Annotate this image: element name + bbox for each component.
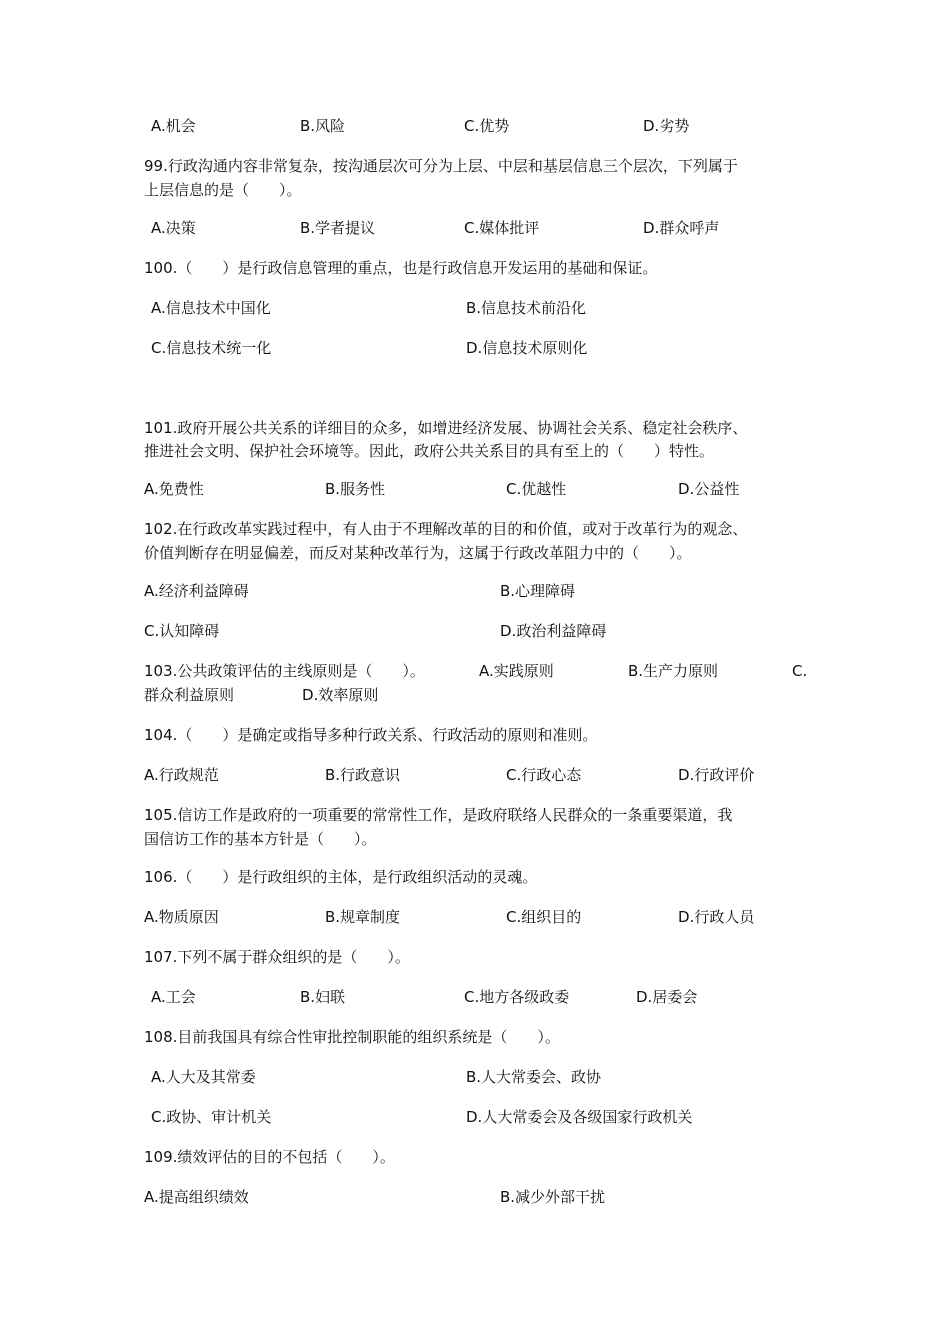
option-a: A.决策 (151, 219, 196, 237)
option-d: D.群众呼声 (643, 219, 720, 237)
question-text-line: 99.行政沟通内容非常复杂，按沟通层次可分为上层、中层和基层信息三个层次，下列属于 (144, 157, 738, 175)
option-a: A.提高组织绩效 (144, 1188, 249, 1206)
option-a: A.经济利益障碍 (144, 582, 249, 600)
option-c: C.媒体批评 (464, 219, 540, 237)
option-d: D.行政人员 (678, 908, 755, 926)
option-b: B.学者提议 (300, 219, 376, 237)
option-a: A.机会 (151, 117, 196, 135)
question-text-line: 107.下列不属于群众组织的是（ ）。 (144, 948, 410, 966)
option-c: C.优越性 (506, 480, 567, 498)
option-a: A.行政规范 (144, 766, 219, 784)
question-text-line: 109.绩效评估的目的不包括（ ）。 (144, 1148, 395, 1166)
option-d: D.人大常委会及各级国家行政机关 (466, 1108, 693, 1126)
question-text-line: 国信访工作的基本方针是（ ）。 (144, 830, 377, 848)
option-c: C.优势 (464, 117, 510, 135)
option-d: D.信息技术原则化 (466, 339, 588, 357)
question-text-line: 推进社会文明、保护社会环境等。因此，政府公共关系目的具有至上的（ ）特性。 (144, 442, 715, 460)
option-c-text: 群众利益原则 (144, 686, 235, 704)
option-b: B.心理障碍 (500, 582, 576, 600)
option-d: D.公益性 (678, 480, 740, 498)
question-text-line: 101.政府开展公共关系的详细目的众多，如增进经济发展、协调社会关系、稳定社会秩序、 (144, 419, 748, 437)
question-text-line: 106.（ ）是行政组织的主体，是行政组织活动的灵魂。 (144, 868, 538, 886)
option-c: C.政协、审计机关 (151, 1108, 272, 1126)
option-a: A.工会 (151, 988, 196, 1006)
option-b: B.行政意识 (325, 766, 401, 784)
question-text-line: 102.在行政改革实践过程中，有人由于不理解改革的目的和价值，或对于改革行为的观念、 (144, 520, 748, 538)
option-b: B.信息技术前沿化 (466, 299, 587, 317)
option-b: B.规章制度 (325, 908, 401, 926)
option-d: D.居委会 (636, 988, 698, 1006)
option-d: D.行政评价 (678, 766, 755, 784)
option-c: C.信息技术统一化 (151, 339, 272, 357)
option-c-prefix: C. (792, 662, 808, 680)
option-a: A.人大及其常委 (151, 1068, 256, 1086)
option-b: B.人大常委会、政协 (466, 1068, 602, 1086)
option-b: B.妇联 (300, 988, 346, 1006)
option-b: B.风险 (300, 117, 346, 135)
option-c: C.行政心态 (506, 766, 582, 784)
question-text-line: 价值判断存在明显偏差，而反对某种改革行为，这属于行政改革阻力中的（ ）。 (144, 544, 692, 562)
option-b: B.减少外部干扰 (500, 1188, 606, 1206)
option-a: A.物质原因 (144, 908, 219, 926)
option-c: C.地方各级政委 (464, 988, 570, 1006)
option-d: D.效率原则 (302, 686, 379, 704)
option-a: A.免费性 (144, 480, 204, 498)
option-d: D.劣势 (643, 117, 690, 135)
option-a: A.信息技术中国化 (151, 299, 271, 317)
option-b: B.生产力原则 (628, 662, 719, 680)
question-text-line: 上层信息的是（ ）。 (144, 181, 302, 199)
question-text-line: 105.信访工作是政府的一项重要的常常性工作，是政府联络人民群众的一条重要渠道，我 (144, 806, 733, 824)
question-text-line: 103.公共政策评估的主线原则是（ ）。 (144, 662, 425, 680)
option-c: C.认知障碍 (144, 622, 220, 640)
question-text-line: 108.目前我国具有综合性审批控制职能的组织系统是（ ）。 (144, 1028, 560, 1046)
question-text-line: 104.（ ）是确定或指导多种行政关系、行政活动的原则和准则。 (144, 726, 598, 744)
option-c: C.组织目的 (506, 908, 582, 926)
option-b: B.服务性 (325, 480, 386, 498)
option-d: D.政治利益障碍 (500, 622, 607, 640)
question-text-line: 100.（ ）是行政信息管理的重点，也是行政信息开发运用的基础和保证。 (144, 259, 658, 277)
option-a: A.实践原则 (479, 662, 554, 680)
